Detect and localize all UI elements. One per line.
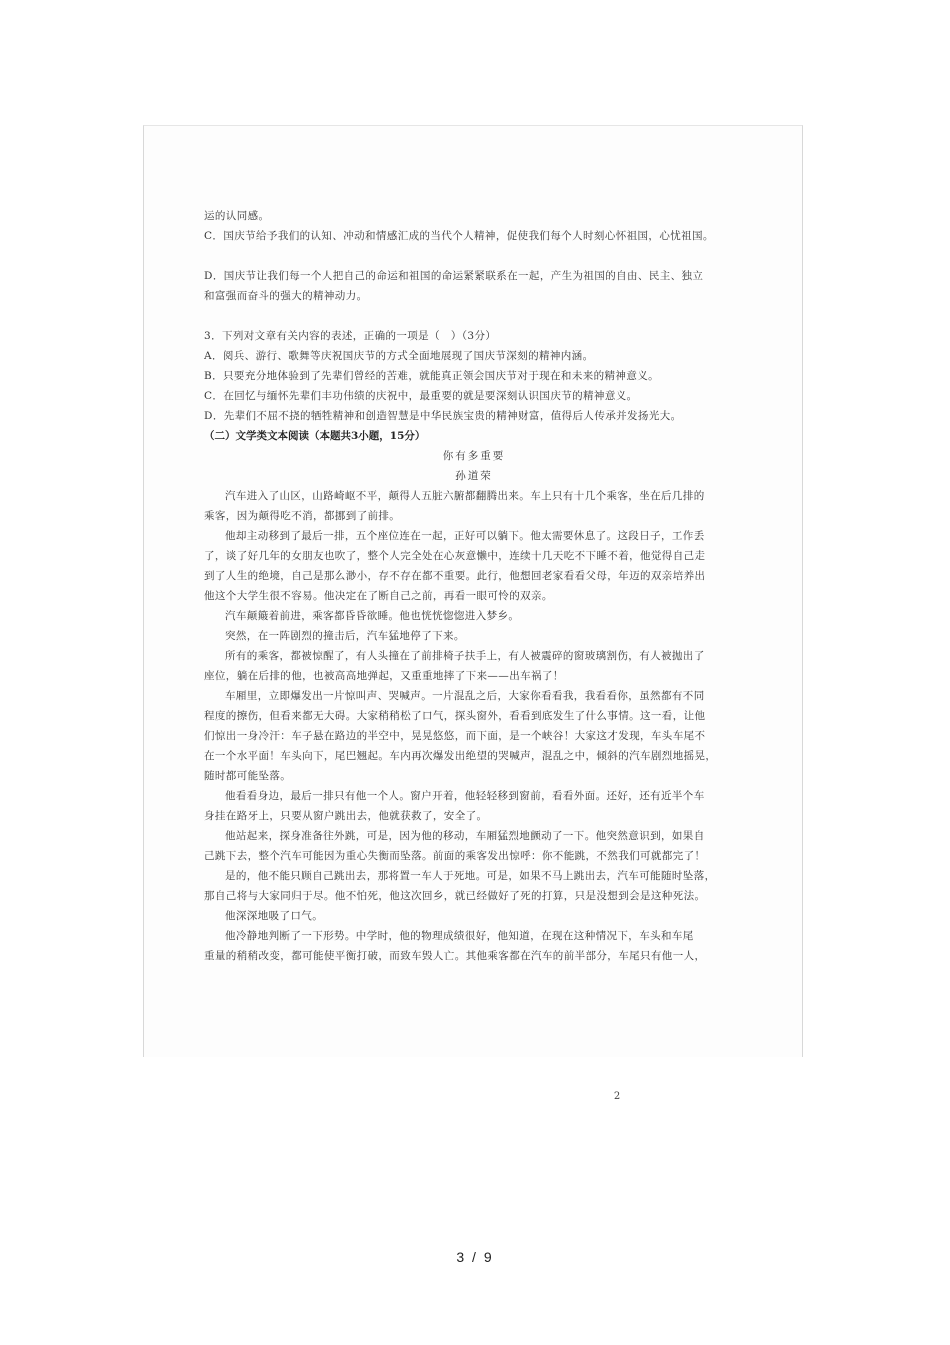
text-line: 运的认同感。 xyxy=(204,210,270,222)
question-3-stem: 3．下列对文章有关内容的表述，正确的一项是（ ）（3分） xyxy=(204,330,497,342)
story-line: 座位，躺在后排的他，也被高高地弹起，又重重地摔了下来——出车祸了！ xyxy=(204,670,564,682)
story-line: 在一个水平面！车头向下，尾巴翘起。车内再次爆发出绝望的哭喊声，混乱之中，倾斜的汽车剧烈地摇晃， xyxy=(204,750,717,762)
story-line: 随时都可能坠落。 xyxy=(204,770,292,782)
story-line: 汽车颠簸着前进，乘客都昏昏欲睡。他也恍恍惚惚进入梦乡。 xyxy=(225,610,520,622)
story-line: 他深深地吸了口气。 xyxy=(225,910,324,922)
option-d-line: D．国庆节让我们每一个人把自己的命运和祖国的命运紧紧联系在一起，产生为祖国的自由、民主、独立 xyxy=(204,270,704,282)
story-line: 他这个大学生很不容易。他决定在了断自己之前，再看一眼可怜的双亲。 xyxy=(204,590,553,602)
printed-page-number: 2 xyxy=(613,1091,621,1102)
page-indicator: 3 / 9 xyxy=(456,1249,494,1265)
story-body xyxy=(204,486,744,966)
story-author: 孙道荣 xyxy=(455,470,493,482)
story-line: 程度的擦伤，但看来都无大碍。大家稍稍松了口气，探头窗外，看看到底发生了什么事情。这一看，让他 xyxy=(204,710,706,722)
story-line: 车厢里，立即爆发出一片惊叫声、哭喊声。一片混乱之后，大家你看看我，我看看你，虽然都有不同 xyxy=(225,690,705,702)
story-line: 突然，在一阵剧烈的撞击后，汽车猛地停了下来。 xyxy=(225,630,465,642)
story-line: 身挂在路牙上，只要从窗户跳出去，他就获救了，安全了。 xyxy=(204,810,488,822)
section-heading: （二）文学类文本阅读（本题共3小题，15分） xyxy=(204,430,426,442)
question-3-option-b: B．只要充分地体验到了先辈们曾经的苦难，就能真正领会国庆节对于现在和未来的精神意义。 xyxy=(204,370,660,382)
story-line: 到了人生的绝境，自己是那么渺小，存不存在都不重要。此行，他想回老家看看父母，年迈的双亲培养出 xyxy=(204,570,706,582)
story-line: 那自己将与大家同归于尽。他不怕死，他这次回乡，就已经做好了死的打算，只是没想到会是这种死法。 xyxy=(204,890,706,902)
question-3-option-a: A．阅兵、游行、歌舞等庆祝国庆节的方式全面地展现了国庆节深刻的精神内涵。 xyxy=(204,350,594,362)
story-line: 己跳下去，整个汽车可能因为重心失衡而坠落。前面的乘客发出惊呼：你不能跳，不然我们可就都完了！ xyxy=(204,850,706,862)
story-line: 他却主动移到了最后一排，五个座位连在一起，正好可以躺下。他太需要休息了。这段日子，工作丢 xyxy=(225,530,705,542)
story-line: 重量的稍稍改变，都可能使平衡打破，而致车毁人亡。其他乘客都在汽车的前半部分，车尾只有他一人， xyxy=(204,950,706,962)
story-line: 是的，他不能只顾自己跳出去，那将置一车人于死地。可是，如果不马上跳出去，汽车可能随时坠落， xyxy=(225,870,716,882)
story-title: 你有多重要 xyxy=(442,450,506,462)
option-d-line: 和富强而奋斗的强大的精神动力。 xyxy=(204,290,368,302)
story-line: 他站起来，探身准备往外跳，可是，因为他的移动，车厢猛烈地颤动了一下。他突然意识到，如果自 xyxy=(225,830,705,842)
story-line: 们惊出一身冷汗：车子悬在路边的半空中，晃晃悠悠，而下面，是一个峡谷！大家这才发现，车头车尾不 xyxy=(204,730,706,742)
question-3-option-d: D．先辈们不屈不挠的牺牲精神和创造智慧是中华民族宝贵的精神财富，值得后人传承并发扬光大。 xyxy=(204,410,682,422)
page-content xyxy=(204,206,744,966)
story-line: 他看看身边，最后一排只有他一个人。窗户开着，他轻轻移到窗前，看看外面。还好，还有近半个车 xyxy=(225,790,705,802)
scanned-page xyxy=(143,125,803,1102)
story-line: 汽车进入了山区，山路崎岖不平，颠得人五脏六腑都翻腾出来。车上只有十几个乘客，坐在后几排的 xyxy=(225,490,705,502)
story-line: 了，谈了好几年的女朋友也吹了，整个人完全处在心灰意懒中，连续十几天吃不下睡不着，他觉得自己走 xyxy=(204,550,706,562)
text-line: C．国庆节给予我们的认知、冲动和情感汇成的当代个人精神，促使我们每个人时刻心怀祖国，心忧祖国。 xyxy=(204,230,714,242)
story-line: 他冷静地判断了一下形势。中学时，他的物理成绩很好，他知道，在现在这种情况下，车头和车尾 xyxy=(225,930,694,942)
story-line: 乘客，因为颠得吃不消，都挪到了前排。 xyxy=(204,510,401,522)
question-3-option-c: C．在回忆与缅怀先辈们丰功伟绩的庆祝中，最重要的就是要深刻认识国庆节的精神意义。 xyxy=(204,390,638,402)
story-line: 所有的乘客，都被惊醒了，有人头撞在了前排椅子扶手上，有人被震碎的窗玻璃割伤，有人被抛出了 xyxy=(225,650,705,662)
